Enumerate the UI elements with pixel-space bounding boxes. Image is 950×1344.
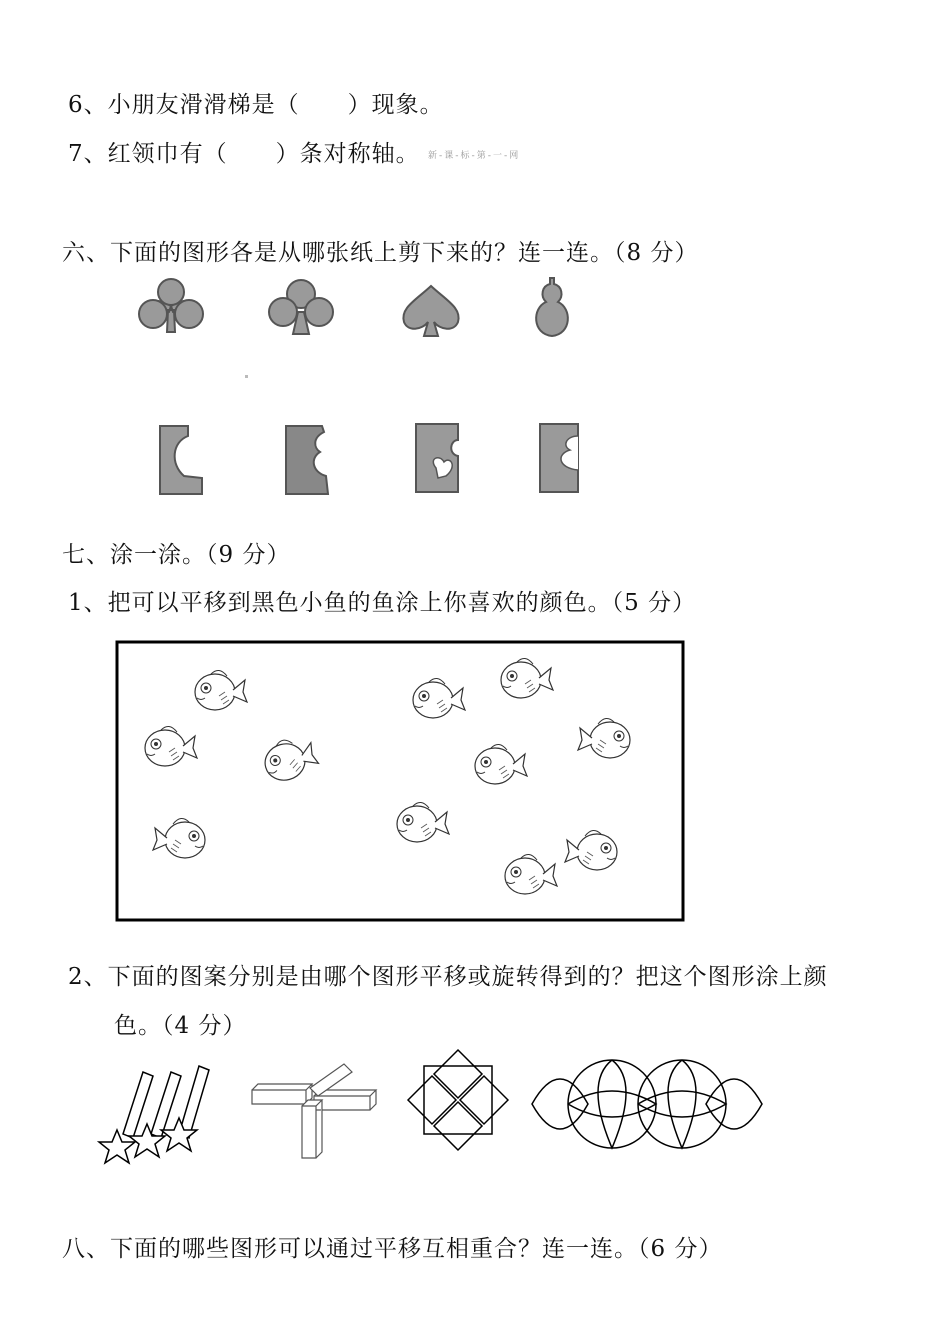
- gourd-shape[interactable]: [530, 276, 574, 340]
- question-6: 6、小朋友滑滑梯是（ ）现象。: [68, 92, 444, 118]
- watermark: 新-课-标-第-一-网: [428, 151, 521, 161]
- stars-pattern[interactable]: [95, 1062, 215, 1168]
- club-shape[interactable]: [265, 278, 337, 338]
- section-7-question-2-line-1: 2、下面的图案分别是由哪个图形平移或旋转得到的？把这个图形涂上颜: [68, 964, 828, 990]
- folded-paper-2[interactable]: [284, 424, 330, 496]
- fish-box: [115, 640, 687, 922]
- section-7-question-1: 1、把可以平移到黑色小鱼的鱼涂上你喜欢的颜色。（5 分）: [68, 590, 697, 616]
- folded-paper-4[interactable]: [538, 422, 582, 494]
- circles-pattern[interactable]: [530, 1052, 764, 1156]
- speck: [245, 375, 248, 378]
- section-7-question-2-line-2: 色。（4 分）: [114, 1013, 247, 1039]
- section-6-title: 六、下面的图形各是从哪张纸上剪下来的？连一连。（8 分）: [62, 240, 699, 266]
- question-7: 7、红领巾有（ ）条对称轴。: [68, 141, 420, 167]
- folded-paper-1[interactable]: [158, 424, 204, 496]
- bars-pattern[interactable]: [248, 1060, 378, 1162]
- squares-pattern[interactable]: [404, 1046, 512, 1154]
- folded-paper-3[interactable]: [414, 422, 462, 494]
- section-7-title: 七、涂一涂。（9 分）: [62, 542, 291, 568]
- trefoil-shape[interactable]: [135, 278, 207, 338]
- section-8-title: 八、下面的哪些图形可以通过平移互相重合？连一连。（6 分）: [62, 1236, 723, 1262]
- spade-shape[interactable]: [398, 282, 464, 340]
